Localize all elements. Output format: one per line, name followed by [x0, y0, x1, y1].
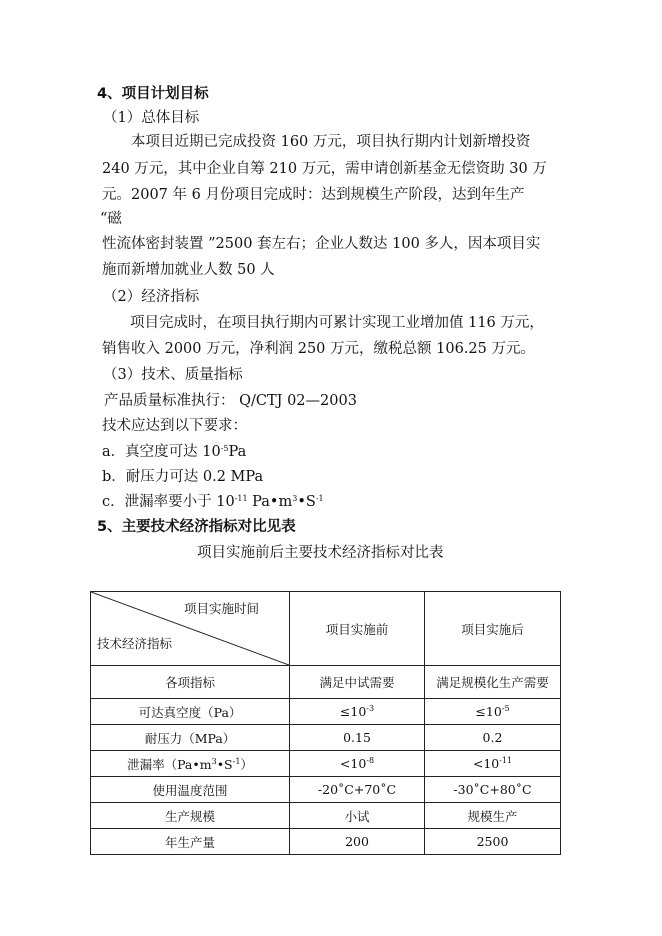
row-label: 耐压力（MPa） [91, 725, 290, 751]
table-row [91, 699, 561, 725]
value-before: $\le 10^{-3}$ [290, 699, 425, 725]
value-after: 满足规模化生产需要 [425, 666, 561, 699]
subsection-overall-goal: （1）总体目标 [103, 110, 200, 126]
row-label: 生产规模 [91, 803, 290, 829]
paragraph-line: 销售收入 2000 万元，净利润 250 万元，缴税总额 106.25 万元。 [102, 341, 535, 357]
paragraph-line: “磁 [100, 211, 122, 227]
requirement-item-c: c．泄漏率要小于 $10^{-11}$ $Pa•m^3•S^{-1}$ [102, 494, 324, 510]
section-4-title: 4、项目计划目标 [97, 86, 209, 102]
value-after: $\le 10^{-5}$ [425, 699, 561, 725]
paragraph-line: 240 万元，其中企业自筹 210 万元，需申请创新基金无偿资助 30 万 [102, 161, 547, 177]
paragraph-line: 性流体密封装置 ”2500 套左右；企业人数达 100 多人，因本项目实 [102, 236, 541, 252]
table-caption: 项目实施前后主要技术经济指标对比表 [197, 545, 444, 561]
value-after: 规模生产 [425, 803, 561, 829]
table-row [91, 666, 561, 699]
header-indicator-label: 技术经济指标 [97, 636, 173, 651]
value-after: 0.2 [425, 725, 561, 751]
value-before: -20˚C+70˚C [290, 777, 425, 803]
row-label: 年生产量 [91, 829, 290, 855]
diagonal-header-cell [91, 592, 290, 666]
value-after: $<10^{-11}$ [425, 751, 561, 777]
value-before: $<10^{-8}$ [290, 751, 425, 777]
paragraph-line: 项目完成时，在项目执行期内可累计实现工业增加值 116 万元， [130, 315, 544, 331]
table-row [91, 829, 561, 855]
row-label: 可达真空度（Pa） [91, 699, 290, 725]
paragraph-line: 元。2007 年 6 月份项目完成时：达到规模生产阶段，达到年生产 [102, 187, 525, 203]
header-time-label: 项目实施时间 [184, 601, 260, 616]
subsection-tech-quality: （3）技术、质量指标 [103, 367, 243, 383]
row-label: 泄漏率$(Pa•m^3•S^{-1})$ [91, 751, 290, 777]
value-before: 满足中试需要 [290, 666, 425, 699]
header-after: 项目实施后 [425, 592, 561, 666]
value-before: 0.15 [290, 725, 425, 751]
header-before: 项目实施前 [290, 592, 425, 666]
paragraph-line: 施而新增加就业人数 50 人 [102, 262, 275, 278]
requirement-item-b: b．耐压力可达 0.2 MPa [102, 469, 264, 485]
value-before: 小试 [290, 803, 425, 829]
table-row [91, 803, 561, 829]
paragraph-line: 本项目近期已完成投资 160 万元，项目执行期内计划新增投资 [131, 134, 531, 150]
row-label: 使用温度范围 [91, 777, 290, 803]
table-header-row [91, 592, 561, 666]
row-label: 各项指标 [91, 666, 290, 699]
paragraph-line: 技术应达到以下要求： [102, 418, 247, 434]
requirement-item-a: a．真空度可达 $10^{-5}Pa$ [102, 444, 247, 460]
value-after: 2500 [425, 829, 561, 855]
value-before: 200 [290, 829, 425, 855]
table-row [91, 751, 561, 777]
table-row [91, 777, 561, 803]
section-5-title: 5、主要技术经济指标对比见表 [97, 519, 296, 535]
paragraph-line: 产品质量标准执行： Q/CTJ 02—2003 [104, 393, 357, 409]
table-row [91, 725, 561, 751]
comparison-table [90, 591, 561, 855]
value-after: -30˚C+80˚C [425, 777, 561, 803]
subsection-economic-indicators: （2）经济指标 [103, 289, 200, 305]
